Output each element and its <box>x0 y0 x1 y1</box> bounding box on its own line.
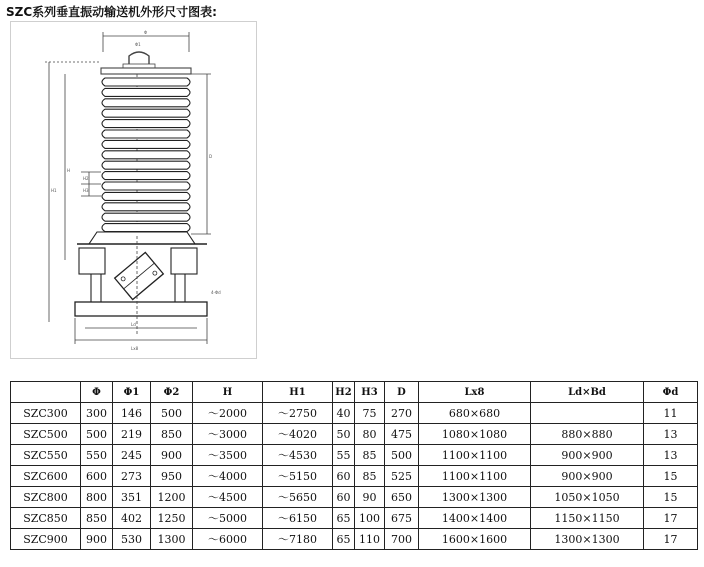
table-cell: 270 <box>385 403 419 424</box>
table-cell: 1080×1080 <box>419 424 531 445</box>
header-cell: Φd <box>644 382 698 403</box>
label-h1: H1 <box>51 188 57 193</box>
table-cell: ～5650 <box>263 487 333 508</box>
left-spring-box <box>79 248 105 274</box>
right-spring-box <box>171 248 197 274</box>
table-row <box>11 529 698 550</box>
table-row <box>11 487 698 508</box>
coil-turn <box>102 182 190 190</box>
model-cell: SZC600 <box>11 466 81 487</box>
table-cell: 146 <box>113 403 151 424</box>
table-cell: 55 <box>333 445 355 466</box>
table-cell: 40 <box>333 403 355 424</box>
table-cell: ～4000 <box>193 466 263 487</box>
coil-turn <box>102 78 190 86</box>
conveyor-drawing-svg <box>11 22 256 358</box>
table-cell: 15 <box>644 466 698 487</box>
header-cell <box>11 382 81 403</box>
table-cell: 650 <box>385 487 419 508</box>
table-cell: 1050×1050 <box>531 487 644 508</box>
header-cell: Lx8 <box>419 382 531 403</box>
table-cell: ～6000 <box>193 529 263 550</box>
table-cell: 75 <box>355 403 385 424</box>
table-cell: 300 <box>81 403 113 424</box>
label-d: D <box>209 154 213 159</box>
table-cell: ～2000 <box>193 403 263 424</box>
table-cell: ～5000 <box>193 508 263 529</box>
table-cell: 550 <box>81 445 113 466</box>
table-row <box>11 445 698 466</box>
table-cell: ～3000 <box>193 424 263 445</box>
table-cell: 60 <box>333 466 355 487</box>
table-cell: 525 <box>385 466 419 487</box>
table-cell: 900 <box>81 529 113 550</box>
table-cell: 245 <box>113 445 151 466</box>
header-cell: H1 <box>263 382 333 403</box>
table-cell: 1600×1600 <box>419 529 531 550</box>
table-cell: 1400×1400 <box>419 508 531 529</box>
table-cell: ～4530 <box>263 445 333 466</box>
label-h3: H3 <box>83 188 89 193</box>
table-cell: ～5150 <box>263 466 333 487</box>
table-cell: ～4020 <box>263 424 333 445</box>
table-cell: 530 <box>113 529 151 550</box>
table-row <box>11 466 698 487</box>
table-body <box>11 403 698 550</box>
table-cell: 500 <box>385 445 419 466</box>
spec-table <box>10 381 698 550</box>
table-cell: 1300×1300 <box>419 487 531 508</box>
table-cell: 219 <box>113 424 151 445</box>
table-cell: 1250 <box>151 508 193 529</box>
label-ld: Ld <box>131 322 136 327</box>
table-cell: 900×900 <box>531 466 644 487</box>
table-cell: 680×680 <box>419 403 531 424</box>
spiral-coils <box>102 78 190 232</box>
table-cell: ～2750 <box>263 403 333 424</box>
table-cell: ～4500 <box>193 487 263 508</box>
lifting-lug <box>129 52 149 64</box>
table-cell: 1100×1100 <box>419 466 531 487</box>
model-cell: SZC850 <box>11 508 81 529</box>
table-cell: 1100×1100 <box>419 445 531 466</box>
table-cell: ～3500 <box>193 445 263 466</box>
table-cell: 110 <box>355 529 385 550</box>
table-cell: 600 <box>81 466 113 487</box>
model-cell: SZC900 <box>11 529 81 550</box>
lug-base <box>123 64 155 68</box>
header-cell: H <box>193 382 263 403</box>
table-cell: 13 <box>644 445 698 466</box>
label-h2: H2 <box>83 176 89 181</box>
lower-cone <box>89 232 195 244</box>
table-row <box>11 508 698 529</box>
table-cell: 1200 <box>151 487 193 508</box>
table-cell: 85 <box>355 445 385 466</box>
coil-turn <box>102 203 190 211</box>
coil-turn <box>102 109 190 117</box>
table-cell: 60 <box>333 487 355 508</box>
table-cell <box>531 403 644 424</box>
table-cell: 800 <box>81 487 113 508</box>
coil-turn <box>102 151 190 159</box>
table-cell: 90 <box>355 487 385 508</box>
table-cell: 11 <box>644 403 698 424</box>
table-cell: 50 <box>333 424 355 445</box>
table-cell: 65 <box>333 508 355 529</box>
table-cell: 900 <box>151 445 193 466</box>
table-cell: 17 <box>644 529 698 550</box>
table-row <box>11 403 698 424</box>
table-cell: 13 <box>644 424 698 445</box>
table-cell: 900×900 <box>531 445 644 466</box>
header-cell: H2 <box>333 382 355 403</box>
header-cell: Φ1 <box>113 382 151 403</box>
table-cell: 273 <box>113 466 151 487</box>
header-cell: Ld×Bd <box>531 382 644 403</box>
vibration-motor <box>115 252 164 299</box>
label-phi: Φ <box>144 30 148 35</box>
coil-turn <box>102 130 190 138</box>
coil-turn <box>102 88 190 96</box>
table-cell: 15 <box>644 487 698 508</box>
model-cell: SZC550 <box>11 445 81 466</box>
label-phid: 4-Φd <box>211 290 221 295</box>
header-cell: Φ2 <box>151 382 193 403</box>
table-cell: ～7180 <box>263 529 333 550</box>
table-cell: 500 <box>81 424 113 445</box>
table-cell: 675 <box>385 508 419 529</box>
model-cell: SZC500 <box>11 424 81 445</box>
table-cell: 351 <box>113 487 151 508</box>
base-plate <box>75 302 207 316</box>
table-cell: 100 <box>355 508 385 529</box>
table-cell: 65 <box>333 529 355 550</box>
table-cell: 475 <box>385 424 419 445</box>
table-cell: 850 <box>151 424 193 445</box>
coil-turn <box>102 120 190 128</box>
table-cell: 1300×1300 <box>531 529 644 550</box>
table-cell: 1300 <box>151 529 193 550</box>
header-cell: Φ <box>81 382 113 403</box>
coil-turn <box>102 161 190 169</box>
table-row <box>11 424 698 445</box>
table-cell: ～6150 <box>263 508 333 529</box>
coil-turn <box>102 192 190 200</box>
label-h: H <box>67 168 71 173</box>
label-lx: Lx8 <box>131 346 139 351</box>
table-cell: 880×880 <box>531 424 644 445</box>
coil-turn <box>102 213 190 221</box>
model-cell: SZC800 <box>11 487 81 508</box>
coil-turn <box>102 99 190 107</box>
table-cell: 402 <box>113 508 151 529</box>
coil-turn <box>102 172 190 180</box>
label-phi1: Φ1 <box>135 42 141 47</box>
table-cell: 850 <box>81 508 113 529</box>
coil-turn <box>102 224 190 232</box>
table-cell: 500 <box>151 403 193 424</box>
table-cell: 950 <box>151 466 193 487</box>
table-cell: 700 <box>385 529 419 550</box>
table-cell: 1150×1150 <box>531 508 644 529</box>
table-cell: 80 <box>355 424 385 445</box>
header-cell: D <box>385 382 419 403</box>
top-cap <box>101 68 191 74</box>
page-title: SZC系列垂直振动输送机外形尺寸图表: <box>6 5 217 19</box>
technical-drawing <box>10 21 257 359</box>
model-cell: SZC300 <box>11 403 81 424</box>
table-cell: 85 <box>355 466 385 487</box>
header-cell: H3 <box>355 382 385 403</box>
coil-turn <box>102 140 190 148</box>
table-cell: 17 <box>644 508 698 529</box>
table-header-row <box>11 382 698 403</box>
